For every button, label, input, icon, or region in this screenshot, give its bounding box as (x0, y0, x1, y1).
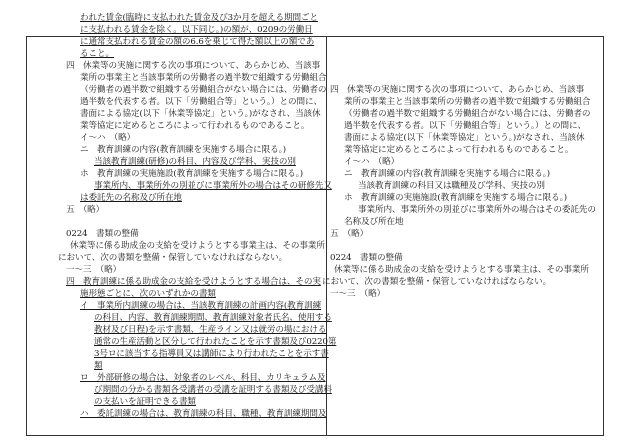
left-column-line: 0224 書類の整備 (66, 229, 139, 239)
right-column-line: において、次の書類を整備・保管していなければならない。 (322, 277, 552, 287)
left-column-line: イ～ハ （略） (80, 133, 136, 143)
left-column-line: に通常支払われる賃金の額の6.6を乗じて得た額以上の額であ (80, 37, 315, 47)
left-column-line: イ 事業所内訓練の場合は、当該教育訓練の計画内容(教育訓練 (80, 301, 322, 311)
right-column-line: 業所の事業主と当該事業所の労働者の過半数で組織する労働組合 (344, 97, 591, 107)
left-column-line: において、次の書類を整備・保管していなければならない。 (58, 253, 288, 263)
right-column-line: ニ 教育訓練の内容(教育訓練を実施する場合に限る。) (344, 169, 551, 179)
right-column-line: 休業等に係る助成金の支給を受けようとする事業主は、その事業所 (334, 265, 589, 275)
left-column-line: ること。 (80, 49, 114, 59)
right-column-line: 五 （略） (330, 229, 369, 239)
left-column-line: （労働者の過半数で組織する労働組合がない場合には、労働者の (80, 85, 327, 95)
left-column-line: ホ 教育訓練の実施施設(教育訓練を実施する場合に限る。) (80, 169, 304, 179)
right-column-line: イ～ハ （略） (344, 157, 400, 167)
right-column-line: 過半数を代表する者。以下「労働組合等」という。）との間に、 (344, 121, 587, 131)
left-column-line: 四 休業等の実施に関する次の事項について、あらかじめ、当該事 (66, 61, 321, 71)
right-column-line: 0224 書類の整備 (330, 253, 403, 263)
left-column-line: 事業所内、事業所外の別並びに事業所外の場合はその研修先又 (94, 181, 332, 191)
left-column-line: 業所の事業主と当該事業所の労働者の過半数で組織する労働組合 (80, 73, 327, 83)
left-column-line: ロ 外部研修の場合は、対象者のレベル、科目、カリキュラム及 (80, 373, 326, 383)
left-column-line: は委託先の名称及び所在地 (80, 193, 182, 203)
right-column-line: （労働者の過半数で組織する労働組合がない場合には、労働者の (344, 109, 591, 119)
right-column-line: 四 休業等の実施に関する次の事項について、あらかじめ、当該事 (330, 85, 585, 95)
left-column-line: 通常の生産活動と区分して行われたことを示す書類及び0220第 (94, 337, 337, 347)
left-column-line: 施形態ごとに、次のいずれかの書類 (80, 289, 216, 299)
left-column-line: 五 （略） (66, 205, 105, 215)
right-column-line: ホ 教育訓練の実施施設(教育訓練を実施する場合に限る。) (344, 193, 568, 203)
right-column-line: 当該教育訓練の科目又は職種及び学科、実技の別 (358, 181, 545, 191)
left-column-line: 休業等に係る助成金の支給を受けようとする事業主は、その事業所 (70, 241, 325, 251)
right-column-line: 一～三 （略） (330, 289, 386, 299)
left-column-line: われた賃金(臨時に支払われた賃金及び3か月を超える期間ごと (80, 13, 318, 23)
right-column-line: 業等協定に定めるところによって行われるものであること。 (344, 145, 574, 155)
left-column-line: 一～三 （略） (66, 265, 122, 275)
left-column-line: 3号ロに該当する指導員又は講師により行われたことを示す書 (94, 349, 329, 359)
left-column-line: ハ 委託訓練の場合は、教育訓練の科目、職種、教育訓練期間及 (80, 409, 327, 419)
left-column-line: の科目、内容、教育訓練期間、教育訓練対象者氏名、使用する (94, 313, 332, 323)
left-column-line: 過半数を代表する者。以下「労働組合等」という。）との間に、 (80, 97, 323, 107)
left-column-line: 四 教育訓練に係る助成金の支給を受けようとする場合は、その実 (66, 277, 321, 287)
left-column-line: 書面による協定(以下「休業等協定」という。)がなされ、当該休 (80, 109, 321, 119)
left-column-line: の支払いを証明できる書類 (94, 397, 196, 407)
left-column-line: び期間の分かる書類各受講者の受講を証明する書類及び受講料 (94, 385, 332, 395)
right-column-line: 名称及び所在地 (344, 217, 404, 227)
left-column-line: 教材及び日程)を示す書類、生産ライン又は就労の場における (94, 325, 327, 335)
left-column-line: 類 (94, 361, 103, 371)
left-column-line: 業等協定に定めるところによって行われるものであること。 (80, 121, 310, 131)
right-column-line: 書面による協定(以下「休業等協定」という。)がなされ、当該休 (344, 133, 585, 143)
left-column-line: 当該教育訓練(研修)の科目、内容及び学科、実技の別 (94, 157, 296, 167)
right-column-line: 事業所内、事業所外の別並びに事業所外の場合はその委託先の (358, 205, 596, 215)
left-column-line: ニ 教育訓練の内容(教育訓練を実施する場合に限る。) (80, 145, 287, 155)
left-column-line: に支払われる賃金を除く。以下同じ。)の額が、0209の労働日 (80, 25, 313, 35)
